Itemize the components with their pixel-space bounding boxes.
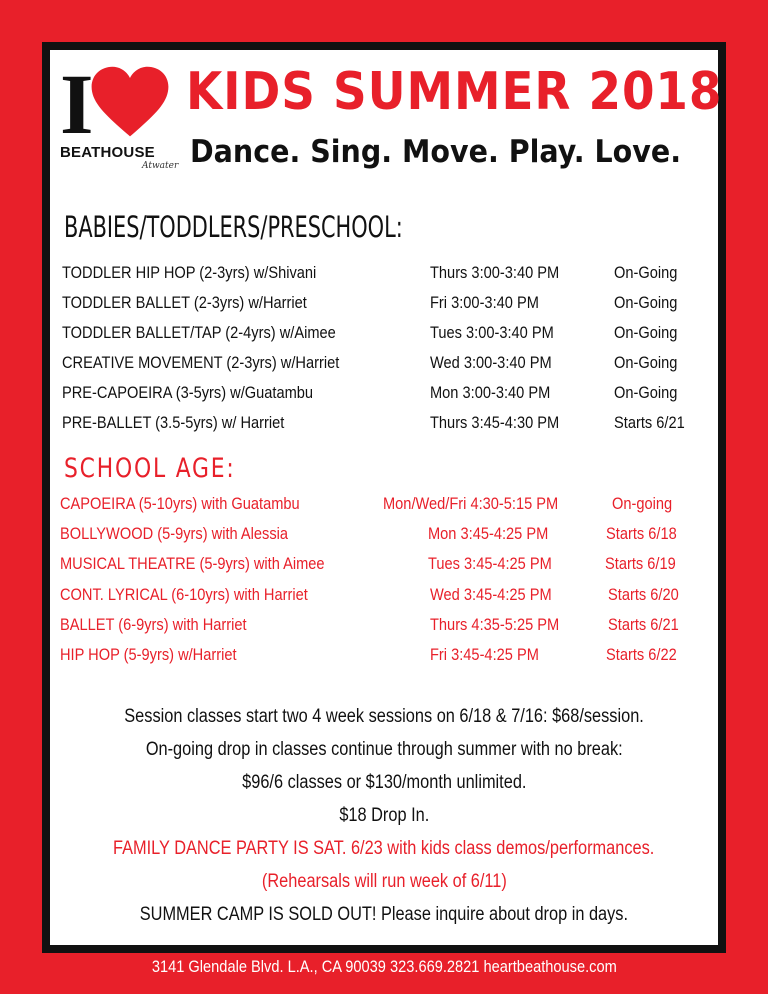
class-time: Thurs 3:45-4:30 PM [430, 413, 560, 432]
class-name: TODDLER BALLET/TAP (2-4yrs) w/Aimee [62, 323, 336, 342]
class-status: Starts 6/21 [608, 615, 679, 634]
class-time: Fri 3:45-4:25 PM [430, 645, 539, 664]
class-name: TODDLER HIP HOP (2-3yrs) w/Shivani [62, 263, 317, 282]
schedule-row [0, 293, 768, 323]
class-name: PRE-CAPOEIRA (3-5yrs) w/Guatambu [62, 383, 314, 402]
schedule-row [0, 524, 768, 554]
schedule-row [0, 585, 768, 615]
class-time: Fri 3:00-3:40 PM [430, 293, 539, 312]
note-line: SUMMER CAMP IS SOLD OUT! Please inquire about drop in days. [139, 904, 629, 925]
schedule-row [0, 383, 768, 413]
class-status: Starts 6/18 [606, 524, 677, 543]
class-status: Starts 6/21 [614, 413, 685, 432]
school-age-section-title: SCHOOL AGE: [64, 453, 236, 484]
class-name: BOLLYWOOD (5-9yrs) with Alessia [60, 524, 289, 543]
class-time: Tues 3:45-4:25 PM [428, 554, 552, 573]
pricing-notes [50, 700, 718, 931]
page-title: KIDS SUMMER 2018 [186, 62, 723, 122]
heart-icon [90, 66, 170, 138]
schedule-row [0, 554, 768, 584]
logo-letter: I [60, 56, 94, 152]
class-status: On-Going [614, 383, 678, 402]
class-status: On-Going [614, 293, 678, 312]
class-status: Starts 6/20 [608, 585, 679, 604]
class-status: On-Going [614, 353, 678, 372]
class-time: Wed 3:45-4:25 PM [430, 585, 552, 604]
class-status: On-Going [614, 263, 678, 282]
toddlers-section-title: BABIES/TODDLERS/PRESCHOOL: [64, 210, 403, 244]
beathouse-logo [60, 56, 179, 174]
class-status: On-Going [614, 323, 678, 342]
schedule-row [0, 353, 768, 383]
class-name: CONT. LYRICAL (6-10yrs) with Harriet [60, 585, 308, 604]
class-status: Starts 6/22 [606, 645, 677, 664]
class-time: Thurs 3:00-3:40 PM [430, 263, 560, 282]
note-line-highlight: (Rehearsals will run week of 6/11) [261, 871, 507, 892]
class-status: Starts 6/19 [605, 554, 676, 573]
footer-contact: 3141 Glendale Blvd. L.A., CA 90039 323.669.2821 heartbeathouse.com [151, 957, 617, 976]
class-time: Tues 3:00-3:40 PM [430, 323, 554, 342]
class-time: Wed 3:00-3:40 PM [430, 353, 552, 372]
class-name: PRE-BALLET (3.5-5yrs) w/ Harriet [62, 413, 285, 432]
schedule-row [0, 263, 768, 293]
schedule-row [0, 615, 768, 645]
class-time: Mon 3:45-4:25 PM [428, 524, 549, 543]
class-name: BALLET (6-9yrs) with Harriet [60, 615, 247, 634]
class-name: CAPOEIRA (5-10yrs) with Guatambu [60, 494, 300, 513]
class-name: HIP HOP (5-9yrs) w/Harriet [60, 645, 237, 664]
note-line-highlight: FAMILY DANCE PARTY IS SAT. 6/23 with kids class demos/performances. [113, 838, 655, 859]
class-time: Thurs 4:35-5:25 PM [430, 615, 560, 634]
logo-script: Atwater [142, 161, 179, 171]
schedule-row [0, 645, 768, 675]
note-line: $96/6 classes or $130/month unlimited. [241, 772, 527, 793]
page-subtitle: Dance. Sing. Move. Play. Love. [190, 134, 682, 170]
note-line: On-going drop in classes continue through summer with no break: [145, 739, 623, 760]
note-line: Session classes start two 4 week sessions on 6/18 & 7/16: $68/session. [124, 706, 644, 727]
class-name: CREATIVE MOVEMENT (2-3yrs) w/Harriet [62, 353, 340, 372]
class-time: Mon 3:00-3:40 PM [430, 383, 551, 402]
class-name: TODDLER BALLET (2-3yrs) w/Harriet [62, 293, 307, 312]
class-name: MUSICAL THEATRE (5-9yrs) with Aimee [60, 554, 325, 573]
logo-name: BEATHOUSE [60, 144, 155, 161]
schedule-row [0, 323, 768, 353]
class-time: Mon/Wed/Fri 4:30-5:15 PM [383, 494, 559, 513]
note-line: $18 Drop In. [339, 805, 429, 826]
class-status: On-going [612, 494, 673, 513]
schedule-row [0, 413, 768, 443]
schedule-row [0, 494, 768, 524]
